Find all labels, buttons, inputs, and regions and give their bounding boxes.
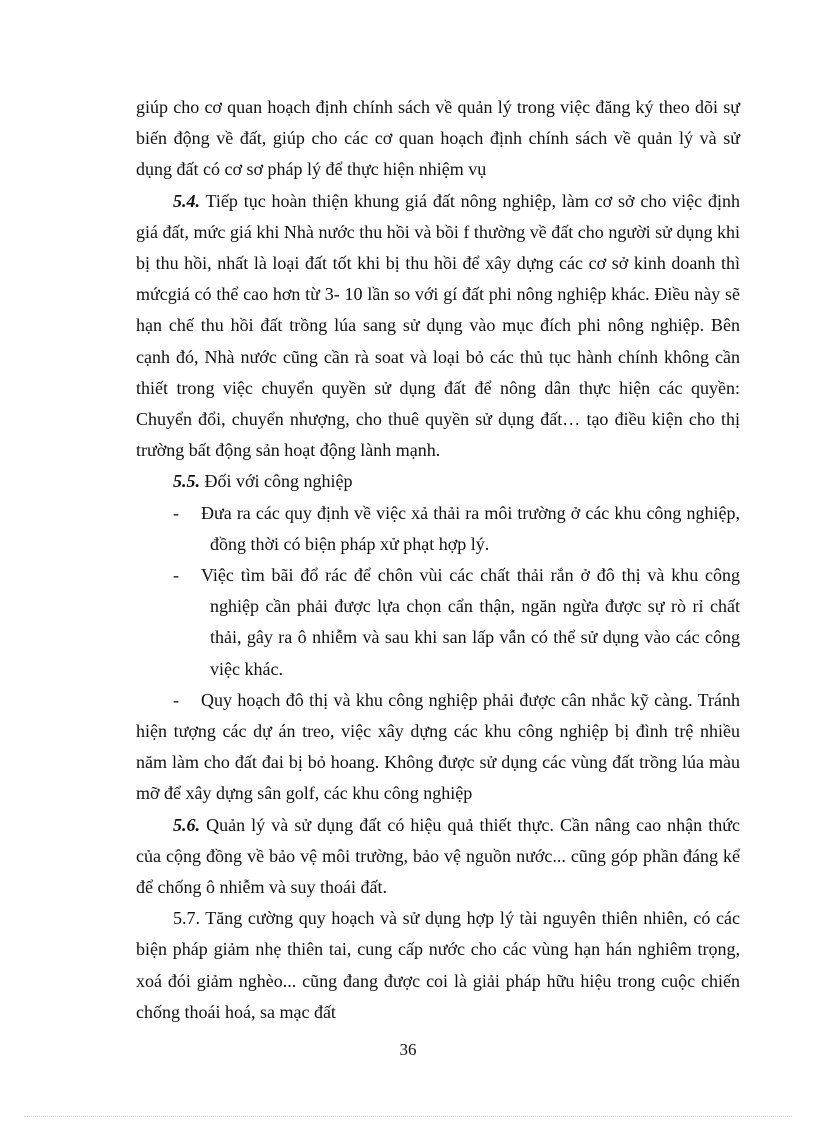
body-text [136,92,740,1028]
bullet-item-1-text: Đưa ra các quy định về việc xả thải ra môi trường ở các khu công nghiệp, đồng thời có biện pháp xử phạt hợp lý. [201,502,740,554]
bullet-dash: - [173,502,179,523]
paragraph-1: giúp cho cơ quan hoạch định chính sách về quản lý trong việc đăng ký theo dõi sự biến động về đất, giúp cho các cơ quan hoạch định chính sách về quản lý và sử dụng đất có cơ sơ pháp lý để thực hiện nhiệm vụ [136,97,740,180]
paragraph-5-6-text: Quản lý và sử dụng đất có hiệu quả thiết thực. Cần nâng cao nhận thức của cộng đồng về bảo vệ môi trường, bảo vệ nguồn nước... cũng góp phần đáng kể để chống ô nhiễm và suy thoái đất. [136,814,740,898]
paragraph-5-4 [136,186,740,467]
bullet-item-1 [173,498,740,560]
section-number-5-6: 5.6. [173,814,200,835]
paragraph-5-5-text: Đối với công nghiệp [200,471,353,492]
bullet-item-2 [173,560,740,685]
bullet-item-2-text: Việc tìm bãi đổ rác để chôn vùi các chất thải rắn ở đô thị và khu công nghiệp cần phải được lựa chọn cẩn thận, ngăn ngừa được sự rò rỉ chất thải, gây ra ô nhiễm và sau khi san lấp vẫn có thể sử dụng vào các công việc khác. [201,565,740,679]
bullet-dash: - [173,565,179,586]
paragraph-5-6 [136,810,740,904]
bullet-item-3-text: Quy hoạch đô thị và khu công nghiệp phải được cân nhắc kỹ càng. Tránh hiện tượng các dự án treo, việc xây dựng các khu công nghiệp bị đình trệ nhiều năm làm cho đất đai bị bỏ hoang. Không được sử dụng các vùng đất trồng lúa màu mỡ để xây dựng sân golf, các khu công nghiệp [136,689,740,804]
page-number: 36 [399,1040,417,1059]
section-number-5-4: 5.4. [173,190,200,211]
paragraph-5-4-text: Tiếp tục hoàn thiện khung giá đất nông nghiệp, làm cơ sở cho việc định giá đất, mức giá khi Nhà nước thu hồi và bồi f thường về đất cho người sử dụng khi bị thu hồi, nhất là loại đất tốt khi bị thu hồi để xây dựng các cơ sở kinh doanh thì mứcgiá có thể cao hơn từ 3- 10 lần so với gí đất phi nông nghiệp khác. Điều này sẽ hạn chế thu hồi đất trồng lúa sang sử dụng vào mục đích phi nông nghiệp. Bên cạnh đó, Nhà nước cũng cần rà soat và loại bỏ các thủ tục hành chính không cần thiết trong việc chuyển quyền sử dụng đất để nông dân thực hiện các quyền: Chuyển đổi, chuyển nhượng, cho thuê quyền sử dụng đất… tạo điều kiện cho thị trường bất động sản hoạt động lành mạnh. [136,190,740,461]
paragraph-5-7: 5.7. Tăng cường quy hoạch và sử dụng hợp lý tài nguyên thiên nhiên, có các biện pháp giảm nhẹ thiên tai, cung cấp nước cho các vùng hạn hán nghiêm trọng, xoá đói giảm nghèo... cũng đang được coi là giải pháp hữu hiệu trong cuộc chiến chống thoái hoá, sa mạc đất [136,908,740,1022]
bullet-dash: - [173,689,179,710]
section-number-5-5: 5.5. [173,471,200,492]
paragraph-5-5 [136,466,740,497]
page-bottom-divider [24,1116,792,1117]
bullet-item-3 [136,685,740,810]
